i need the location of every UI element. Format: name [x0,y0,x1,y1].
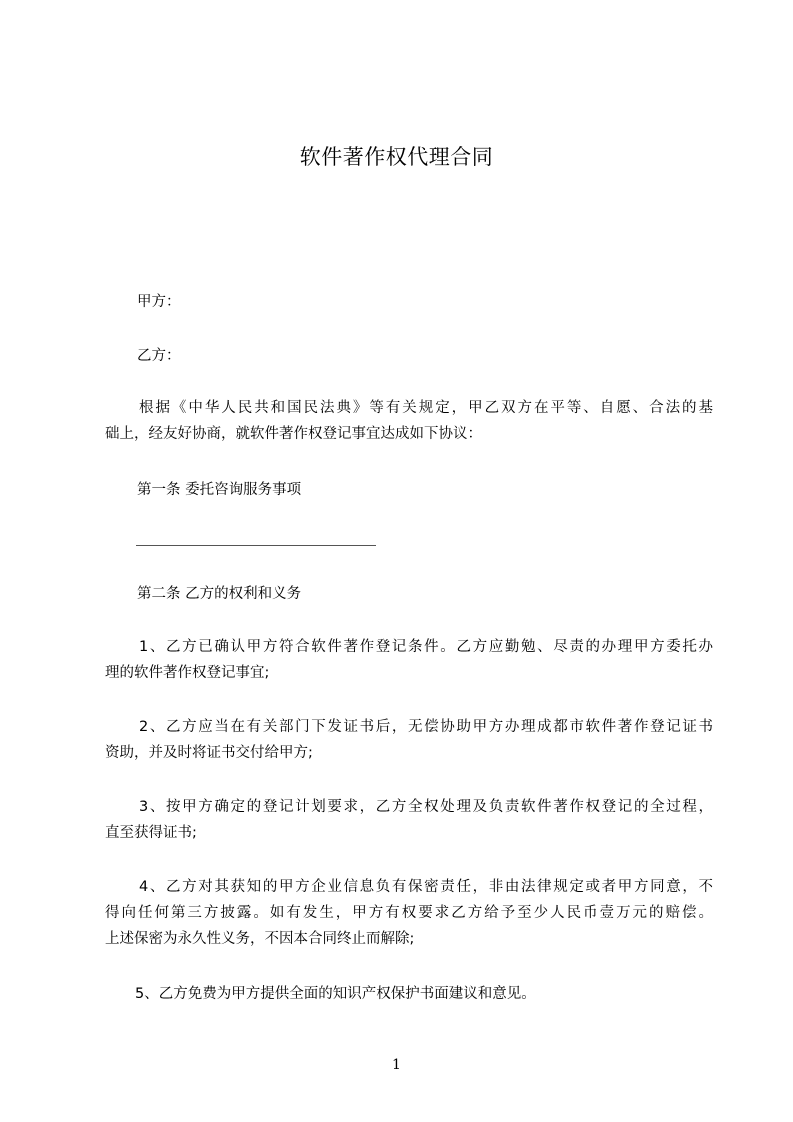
clause-4-line-1: 4、乙方对其获知的甲方企业信息负有保密责任，非由法律规定或者甲方同意，不 [139,879,713,895]
document-title: 软件著作权代理合同 [299,145,494,169]
article-1-heading: 第一条 委托咨询服务事项 [137,482,302,498]
clause-5-line-1: 5、乙方免费为甲方提供全面的知识产权保护书面建议和意见。 [135,986,536,1002]
clause-3-line-1: 3、按甲方确定的登记计划要求，乙方全权处理及负责软件著作权登记的全过程， [139,799,713,815]
article-2-heading: 第二条 乙方的权利和义务 [137,586,302,602]
party-b-label: 乙方： [137,348,181,364]
clause-1-line-2: 理的软件著作权登记事宜; [105,665,270,681]
clause-4-line-3: 上述保密为永久性义务，不因本合同终止而解除; [105,931,415,947]
clause-1-line-1: 1、乙方已确认甲方符合软件著作登记条件。乙方应勤勉、尽责的办理甲方委托办 [139,639,713,655]
clause-2-line-2: 资助，并及时将证书交付给甲方; [105,745,313,761]
preamble-paragraph [105,398,713,444]
clause-3-line-2: 直至获得证书; [105,825,197,841]
fill-in-blank-line [136,545,376,546]
clause-3 [105,797,713,843]
preamble-line-1: 根据《中华人民共和国民法典》等有关规定，甲乙双方在平等、自愿、合法的基 [139,400,713,416]
preamble-line-2: 础上，经友好协商，就软件著作权登记事宜达成如下协议： [105,426,482,442]
clause-2-line-1: 2、乙方应当在有关部门下发证书后，无偿协助甲方办理成都市软件著作登记证书 [139,719,713,735]
clause-4-line-2: 得向任何第三方披露。如有发生，甲方有权要求乙方给予至少人民币壹万元的赔偿。 [105,905,713,921]
party-a-label: 甲方： [137,294,181,310]
clause-4 [105,877,713,949]
clause-2 [105,717,713,763]
clause-1 [105,637,713,683]
page-number: 1 [392,1057,401,1073]
